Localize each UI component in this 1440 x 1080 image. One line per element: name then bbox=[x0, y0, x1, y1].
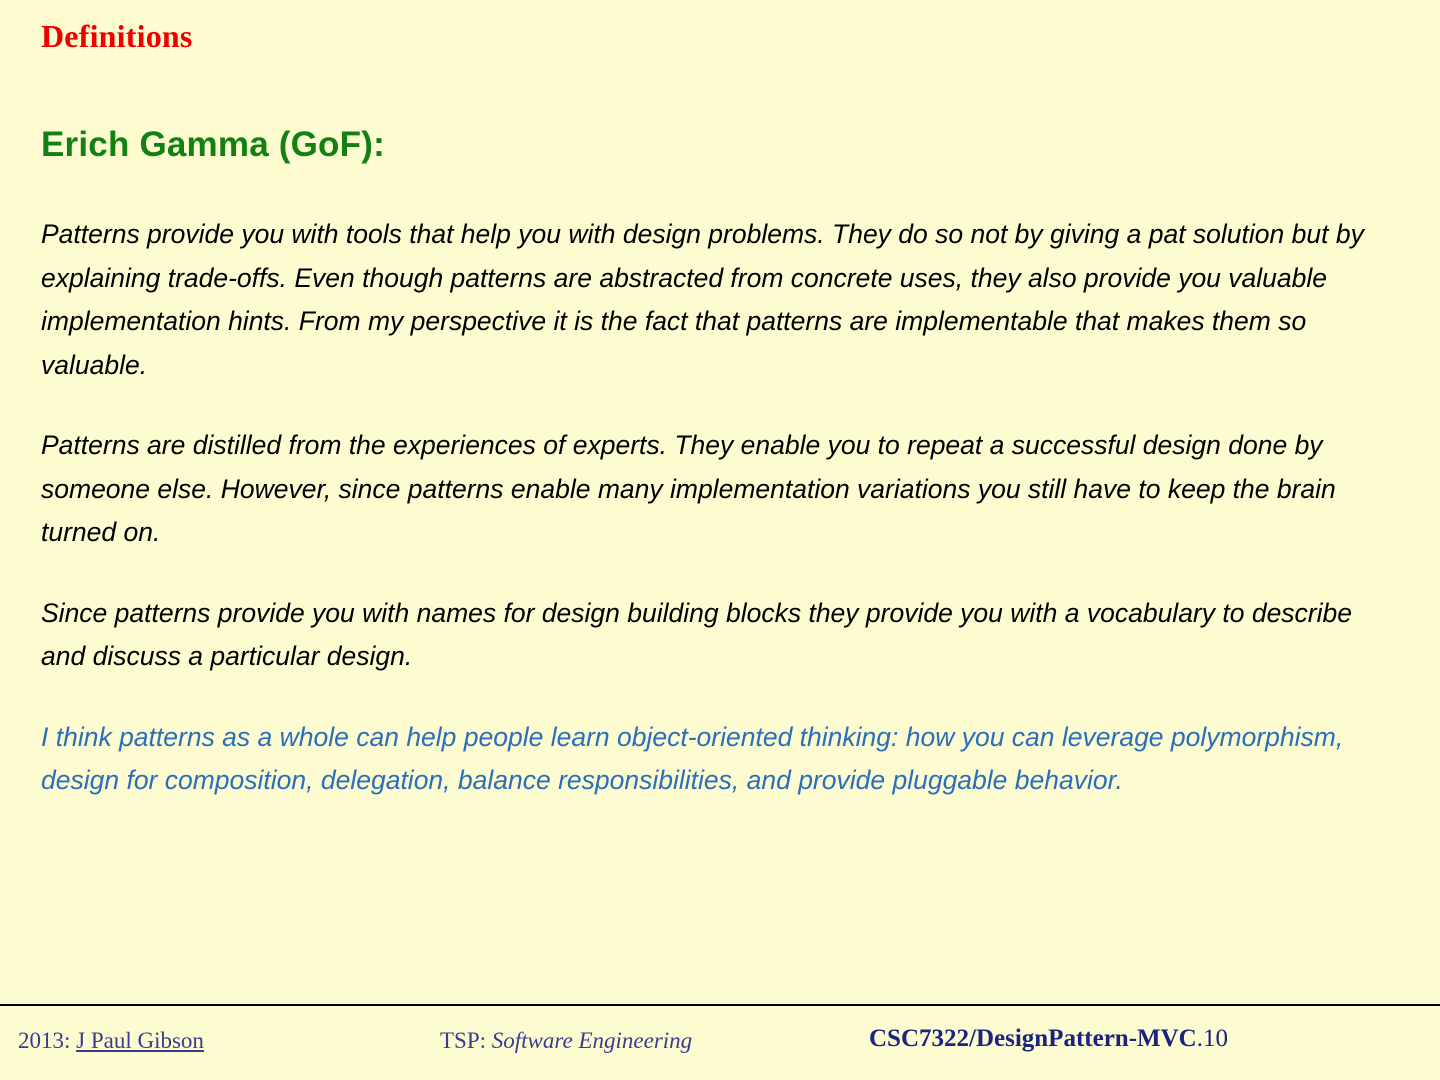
page-title: Definitions bbox=[41, 18, 193, 54]
footer-slide-number: .10 bbox=[1196, 1025, 1228, 1052]
footer-course-label: TSP: bbox=[440, 1028, 487, 1053]
slide-footer bbox=[0, 1004, 1440, 1080]
body-paragraph-1: Patterns provide you with tools that help you with design problems. They do so not by giving a pat solution but by explaining trade-offs. Even though patterns are abstracted from concrete uses, they also provide you valuable implementation hints. From my perspective it is the fact that patterns are implementable that makes them so valuable. bbox=[41, 219, 1364, 380]
footer-reference: CSC7322/DesignPattern-MVC bbox=[869, 1025, 1197, 1052]
footer-course-name: Software Engineering bbox=[491, 1028, 693, 1053]
footer-author-link[interactable]: J Paul Gibson bbox=[76, 1028, 204, 1053]
body-paragraph-4-highlight: I think patterns as a whole can help people learn object-oriented thinking: how you can leverage polymorphism, design for composition, delegation, balance responsibilities, and provide pluggable behavior. bbox=[41, 721, 1344, 795]
body-paragraph-2: Patterns are distilled from the experiences of experts. They enable you to repeat a successful design done by someone else. However, since patterns enable many implementation variations you still have to keep the brain turned on. bbox=[41, 430, 1336, 547]
footer-reference-block bbox=[869, 1025, 1228, 1053]
footer-year: 2013: bbox=[18, 1028, 71, 1053]
section-heading: Erich Gamma (GoF): bbox=[41, 125, 385, 164]
body-paragraph-3: Since patterns provide you with names for design building blocks they provide you with a vocabulary to describe and discuss a particular design. bbox=[41, 597, 1352, 671]
footer-author-block bbox=[18, 1028, 204, 1054]
footer-course-block bbox=[440, 1028, 692, 1054]
slide-content bbox=[41, 125, 1391, 803]
